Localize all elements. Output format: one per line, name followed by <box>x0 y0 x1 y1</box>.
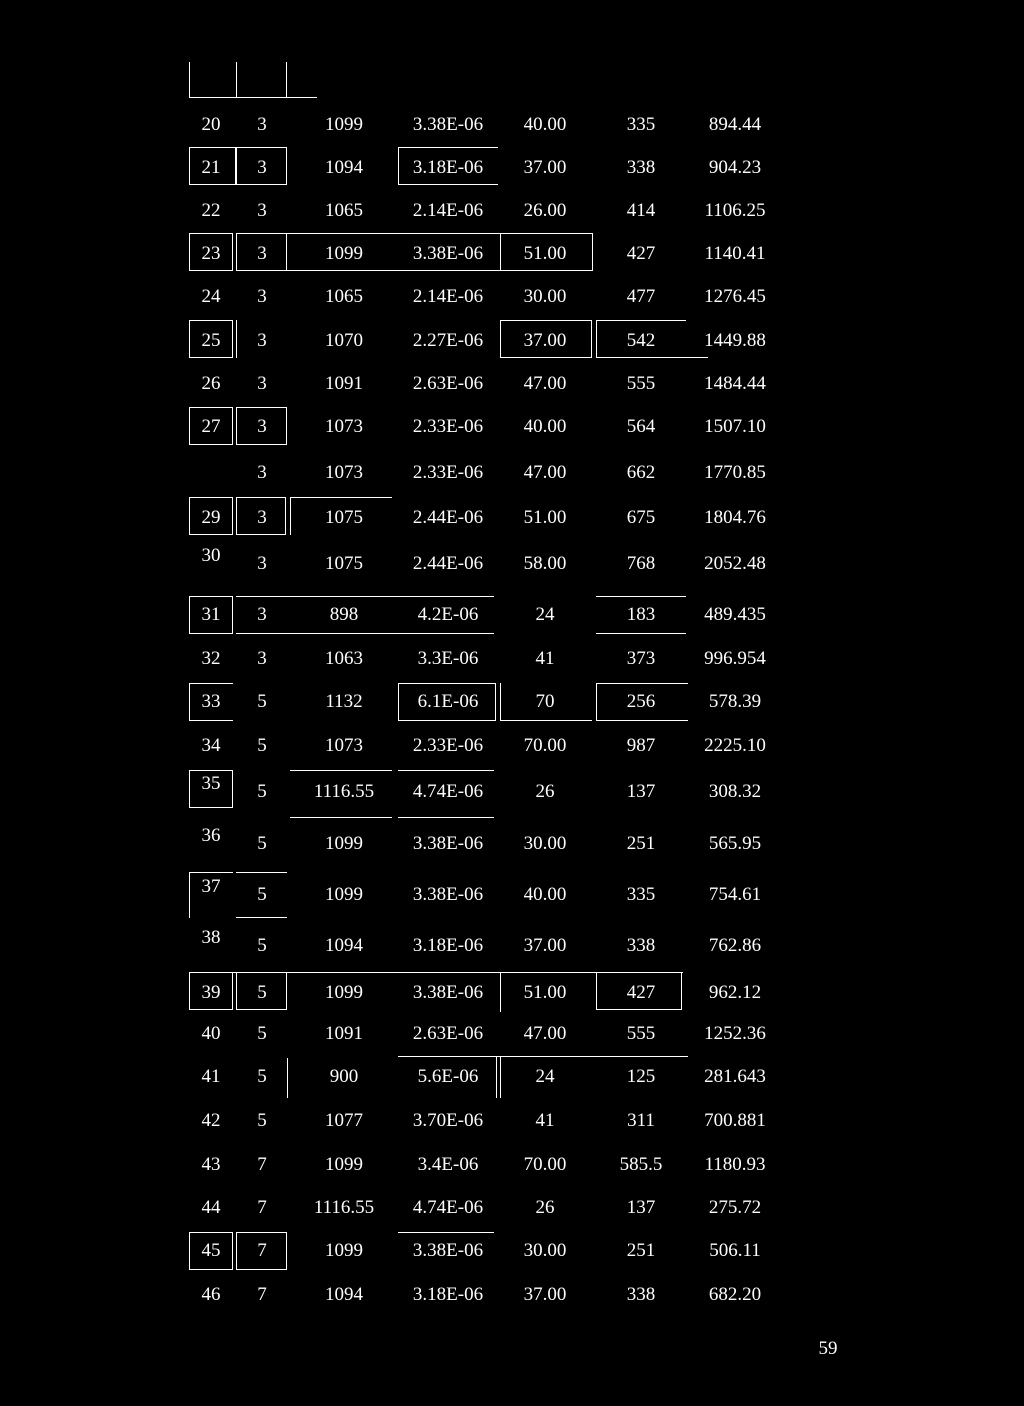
table-cell: 137 <box>626 781 656 802</box>
cell-rule <box>236 596 494 597</box>
table-cell: 5 <box>257 691 267 712</box>
table-cell: 3 <box>257 507 267 528</box>
table-cell: 1099 <box>325 243 363 264</box>
row-number-cell: 25 <box>201 330 221 351</box>
table-cell: 3.70E-06 <box>412 1110 484 1131</box>
table-row <box>0 1150 1024 1180</box>
table-cell: 373 <box>626 648 656 669</box>
cell-box <box>236 233 287 271</box>
cell-rule <box>592 233 593 271</box>
table-cell: 26 <box>535 1197 555 1218</box>
table-cell: 275.72 <box>708 1197 762 1218</box>
table-cell: 3.38E-06 <box>412 982 484 1003</box>
table-cell: 564 <box>626 416 656 437</box>
table-cell: 1770.85 <box>704 462 766 483</box>
row-number-cell: 43 <box>201 1154 221 1175</box>
table-cell: 37.00 <box>523 1284 567 1305</box>
cell-rule <box>287 1058 288 1098</box>
cell-rule <box>290 497 392 498</box>
cell-rule <box>500 720 592 721</box>
row-number-cell: 45 <box>201 1240 221 1261</box>
table-cell: 700.881 <box>704 1110 766 1131</box>
cell-rule <box>236 633 494 634</box>
cell-rule <box>398 1056 688 1057</box>
cell-rule <box>398 817 494 818</box>
table-cell: 30.00 <box>523 833 567 854</box>
row-number-cell: 44 <box>201 1197 221 1218</box>
table-cell: 338 <box>626 1284 656 1305</box>
table-cell: 256 <box>626 691 656 712</box>
cell-box <box>236 407 287 445</box>
table-cell: 962.12 <box>708 982 762 1003</box>
table-cell: 137 <box>626 1197 656 1218</box>
row-number-cell: 34 <box>201 735 221 756</box>
table-cell: 3.18E-06 <box>412 1284 484 1305</box>
table-cell: 565.95 <box>708 833 762 854</box>
table-cell: 555 <box>626 1023 656 1044</box>
table-cell: 5 <box>257 935 267 956</box>
table-row <box>0 1019 1024 1049</box>
row-number-cell: 42 <box>201 1110 221 1131</box>
table-cell: 1073 <box>325 735 363 756</box>
table-cell: 281.643 <box>704 1066 766 1087</box>
table-cell: 768 <box>626 553 656 574</box>
table-cell: 3.3E-06 <box>417 648 479 669</box>
table-cell: 578.39 <box>708 691 762 712</box>
table-cell: 1099 <box>325 833 363 854</box>
table-cell: 47.00 <box>523 462 567 483</box>
table-cell: 26.00 <box>523 200 567 221</box>
table-cell: 987 <box>626 735 656 756</box>
row-number-cell: 41 <box>201 1066 221 1087</box>
cell-rule <box>500 1056 501 1098</box>
table-cell: 30.00 <box>523 286 567 307</box>
table-cell: 2.44E-06 <box>412 553 484 574</box>
table-cell: 754.61 <box>708 884 762 905</box>
row-number-cell: 22 <box>201 200 221 221</box>
cell-box <box>189 407 233 445</box>
table-cell: 1116.55 <box>313 781 375 802</box>
table-cell: 3.4E-06 <box>417 1154 479 1175</box>
table-cell: 338 <box>626 935 656 956</box>
cell-rule <box>398 770 494 771</box>
table-cell: 3 <box>257 200 267 221</box>
table-row <box>0 731 1024 761</box>
table-cell: 1507.10 <box>704 416 766 437</box>
table-cell: 3.18E-06 <box>412 157 484 178</box>
cell-rule <box>290 497 291 535</box>
table-cell: 40.00 <box>523 416 567 437</box>
table-cell: 37.00 <box>523 330 567 351</box>
cell-rule <box>596 633 686 634</box>
table-cell: 251 <box>626 1240 656 1261</box>
row-number-cell: 30 <box>201 545 221 566</box>
cell-rule <box>290 817 392 818</box>
table-row <box>0 927 1024 961</box>
table-cell: 1099 <box>325 884 363 905</box>
table-cell: 47.00 <box>523 1023 567 1044</box>
table-row <box>0 503 1024 533</box>
row-number-cell: 39 <box>201 982 221 1003</box>
table-row <box>0 825 1024 859</box>
row-number-cell: 38 <box>201 927 221 948</box>
table-cell: 3.38E-06 <box>412 243 484 264</box>
cell-box <box>189 972 233 1010</box>
table-cell: 2.33E-06 <box>412 462 484 483</box>
table-row <box>0 196 1024 226</box>
row-number-cell: 46 <box>201 1284 221 1305</box>
table-cell: 904.23 <box>708 157 762 178</box>
table-row <box>0 687 1024 717</box>
cell-rule <box>496 1056 497 1098</box>
table-cell: 3 <box>257 330 267 351</box>
table-cell: 1484.44 <box>704 373 766 394</box>
table-cell: 489.435 <box>704 604 766 625</box>
cell-rule <box>287 270 593 271</box>
table-cell: 24 <box>535 604 555 625</box>
table-cell: 1075 <box>325 553 363 574</box>
row-number-cell: 37 <box>201 876 221 897</box>
cell-rule <box>596 596 686 597</box>
table-cell: 1063 <box>325 648 363 669</box>
table-cell: 1077 <box>325 1110 363 1131</box>
row-number-cell: 26 <box>201 373 221 394</box>
cell-rule <box>398 147 498 148</box>
table-cell: 183 <box>626 604 656 625</box>
cell-box <box>596 972 682 1010</box>
cell-rule <box>596 320 597 358</box>
table-cell: 2.33E-06 <box>412 735 484 756</box>
table-cell: 414 <box>626 200 656 221</box>
table-cell: 58.00 <box>523 553 567 574</box>
table-cell: 1099 <box>325 982 363 1003</box>
cell-rule <box>500 683 501 721</box>
table-cell: 40.00 <box>523 114 567 135</box>
table-cell: 1091 <box>325 373 363 394</box>
cell-rule <box>236 320 237 358</box>
table-cell: 4.2E-06 <box>417 604 479 625</box>
table-cell: 5 <box>257 1110 267 1131</box>
table-cell: 2225.10 <box>704 735 766 756</box>
cell-box <box>596 683 688 721</box>
table-cell: 40.00 <box>523 884 567 905</box>
table-cell: 7 <box>257 1284 267 1305</box>
table-cell: 1116.55 <box>313 1197 375 1218</box>
table-cell: 1099 <box>325 1154 363 1175</box>
table-cell: 7 <box>257 1154 267 1175</box>
table-row <box>0 282 1024 312</box>
table-cell: 1804.76 <box>704 507 766 528</box>
table-cell: 3.38E-06 <box>412 884 484 905</box>
table-cell: 2.63E-06 <box>412 373 484 394</box>
table-cell: 1140.41 <box>704 243 766 264</box>
table-cell: 7 <box>257 1197 267 1218</box>
cell-rule <box>236 917 287 918</box>
table-cell: 335 <box>626 884 656 905</box>
table-row <box>0 110 1024 140</box>
table-cell: 900 <box>329 1066 359 1087</box>
cell-box <box>236 972 287 1010</box>
table-cell: 3 <box>257 286 267 307</box>
table-row <box>0 153 1024 183</box>
row-number-cell: 24 <box>201 286 221 307</box>
table-row <box>0 369 1024 399</box>
row-number-cell: 27 <box>201 416 221 437</box>
table-cell: 5 <box>257 1066 267 1087</box>
table-cell: 1094 <box>325 1284 363 1305</box>
table-row <box>0 1236 1024 1266</box>
table-cell: 5 <box>257 982 267 1003</box>
row-number-cell <box>186 458 236 488</box>
cell-box <box>236 1232 287 1270</box>
table-cell: 2.14E-06 <box>412 286 484 307</box>
cell-rule <box>398 1232 494 1233</box>
table-row <box>0 545 1024 579</box>
table-cell: 477 <box>626 286 656 307</box>
table-cell: 3.38E-06 <box>412 833 484 854</box>
table-cell: 335 <box>626 114 656 135</box>
table-cell: 3 <box>257 604 267 625</box>
table-cell: 5 <box>257 884 267 905</box>
cell-box <box>189 1232 233 1270</box>
row-number-cell: 35 <box>201 773 221 794</box>
table-cell: 1132 <box>325 691 363 712</box>
table-cell: 2.33E-06 <box>412 416 484 437</box>
row-number-cell: 32 <box>201 648 221 669</box>
table-cell: 1073 <box>325 416 363 437</box>
table-cell: 3 <box>257 462 267 483</box>
table-cell: 1091 <box>325 1023 363 1044</box>
table-cell: 506.11 <box>709 1240 761 1261</box>
cell-rule <box>398 184 498 185</box>
table-cell: 5 <box>257 1023 267 1044</box>
table-cell: 5 <box>257 781 267 802</box>
table-cell: 251 <box>626 833 656 854</box>
cell-rule <box>500 233 501 271</box>
table-cell: 70.00 <box>523 1154 567 1175</box>
table-cell: 125 <box>626 1066 656 1087</box>
cell-box <box>236 497 286 535</box>
table-cell: 3 <box>257 416 267 437</box>
table-cell: 427 <box>626 982 656 1003</box>
table-cell: 26 <box>535 781 555 802</box>
row-number-cell: 40 <box>201 1023 221 1044</box>
table-cell: 70 <box>535 691 555 712</box>
table-cell: 6.1E-06 <box>417 691 479 712</box>
table-cell: 3.38E-06 <box>412 1240 484 1261</box>
cell-rule <box>287 233 593 234</box>
table-cell: 585.5 <box>619 1154 663 1175</box>
cell-rule <box>290 770 392 771</box>
table-cell: 3.18E-06 <box>412 935 484 956</box>
table-row <box>0 773 1024 807</box>
table-cell: 3 <box>257 114 267 135</box>
table-row <box>0 1193 1024 1223</box>
table-cell: 682.20 <box>708 1284 762 1305</box>
table-cell: 1180.93 <box>704 1154 766 1175</box>
cell-box <box>189 233 233 271</box>
table-cell: 1449.88 <box>704 330 766 351</box>
table-cell: 5.6E-06 <box>417 1066 479 1087</box>
cell-box <box>189 683 233 721</box>
table-cell: 37.00 <box>523 935 567 956</box>
table-row <box>0 978 1024 1008</box>
row-number-cell: 29 <box>201 507 221 528</box>
table-row <box>0 876 1024 910</box>
table-cell: 2.63E-06 <box>412 1023 484 1044</box>
table-cell: 51.00 <box>523 982 567 1003</box>
table-cell: 555 <box>626 373 656 394</box>
row-number-cell: 21 <box>201 157 221 178</box>
cell-rule <box>500 972 501 1012</box>
table-cell: 47.00 <box>523 373 567 394</box>
table-cell: 996.954 <box>704 648 766 669</box>
table-cell: 2.44E-06 <box>412 507 484 528</box>
table-cell: 1106.25 <box>704 200 766 221</box>
table-cell: 1252.36 <box>704 1023 766 1044</box>
cell-box <box>189 497 233 535</box>
table-cell: 3 <box>257 553 267 574</box>
table-cell: 542 <box>626 330 656 351</box>
cell-box <box>236 147 287 185</box>
cell-box <box>500 320 592 358</box>
cell-rule <box>596 320 686 321</box>
table-cell: 427 <box>626 243 656 264</box>
cell-box <box>189 320 233 358</box>
table-cell: 5 <box>257 833 267 854</box>
cell-rule <box>189 872 233 873</box>
row-number-cell: 23 <box>201 243 221 264</box>
cell-rule <box>596 357 708 358</box>
table-cell: 898 <box>329 604 359 625</box>
table-cell: 1094 <box>325 157 363 178</box>
table-cell: 2.27E-06 <box>412 330 484 351</box>
table-cell: 311 <box>627 1110 655 1131</box>
table-cell: 3.38E-06 <box>412 114 484 135</box>
cell-rule <box>398 147 399 185</box>
table-cell: 51.00 <box>523 243 567 264</box>
table-cell: 675 <box>626 507 656 528</box>
table-cell: 1099 <box>325 1240 363 1261</box>
table-row <box>0 458 1024 488</box>
table-cell: 1099 <box>325 114 363 135</box>
table-row <box>0 1062 1024 1092</box>
table-cell: 1070 <box>325 330 363 351</box>
table-cell: 30.00 <box>523 1240 567 1261</box>
table-row <box>0 1106 1024 1136</box>
table-row <box>0 600 1024 630</box>
cell-box <box>189 147 236 185</box>
cell-box <box>189 596 233 634</box>
row-number-cell: 36 <box>201 825 221 846</box>
cell-rule <box>189 872 190 918</box>
cell-box <box>189 770 233 808</box>
cell-rule <box>236 872 287 873</box>
table-cell: 51.00 <box>523 507 567 528</box>
table-cell: 5 <box>257 735 267 756</box>
table-cell: 894.44 <box>708 114 762 135</box>
table-row <box>0 239 1024 269</box>
row-number-cell: 31 <box>201 604 221 625</box>
table-cell: 2052.48 <box>704 553 766 574</box>
table-cell: 70.00 <box>523 735 567 756</box>
table-cell: 1073 <box>325 462 363 483</box>
table-cell: 4.74E-06 <box>412 1197 484 1218</box>
table-row <box>0 1280 1024 1310</box>
table-row <box>0 412 1024 442</box>
row-number-cell: 33 <box>201 691 221 712</box>
table-cell: 41 <box>535 1110 555 1131</box>
table-cell: 662 <box>626 462 656 483</box>
table-row <box>0 644 1024 674</box>
table-cell: 762.86 <box>708 935 762 956</box>
table-cell: 1276.45 <box>704 286 766 307</box>
table-cell: 24 <box>535 1066 555 1087</box>
table-cell: 1065 <box>325 200 363 221</box>
table-cell: 3 <box>257 373 267 394</box>
table-cell: 3 <box>257 157 267 178</box>
table-cell: 41 <box>535 648 555 669</box>
page-number: 59 <box>818 1338 838 1359</box>
table-cell: 2.14E-06 <box>412 200 484 221</box>
table-cell: 1075 <box>325 507 363 528</box>
table-cell: 3 <box>257 243 267 264</box>
row-number-cell: 20 <box>201 114 221 135</box>
table-cell: 1065 <box>325 286 363 307</box>
table-cell: 338 <box>626 157 656 178</box>
table-cell: 3 <box>257 648 267 669</box>
table-cell: 37.00 <box>523 157 567 178</box>
cell-box <box>398 683 496 721</box>
table-cell: 7 <box>257 1240 267 1261</box>
table-cell: 1094 <box>325 935 363 956</box>
table-cell: 308.32 <box>708 781 762 802</box>
table-cell: 4.74E-06 <box>412 781 484 802</box>
